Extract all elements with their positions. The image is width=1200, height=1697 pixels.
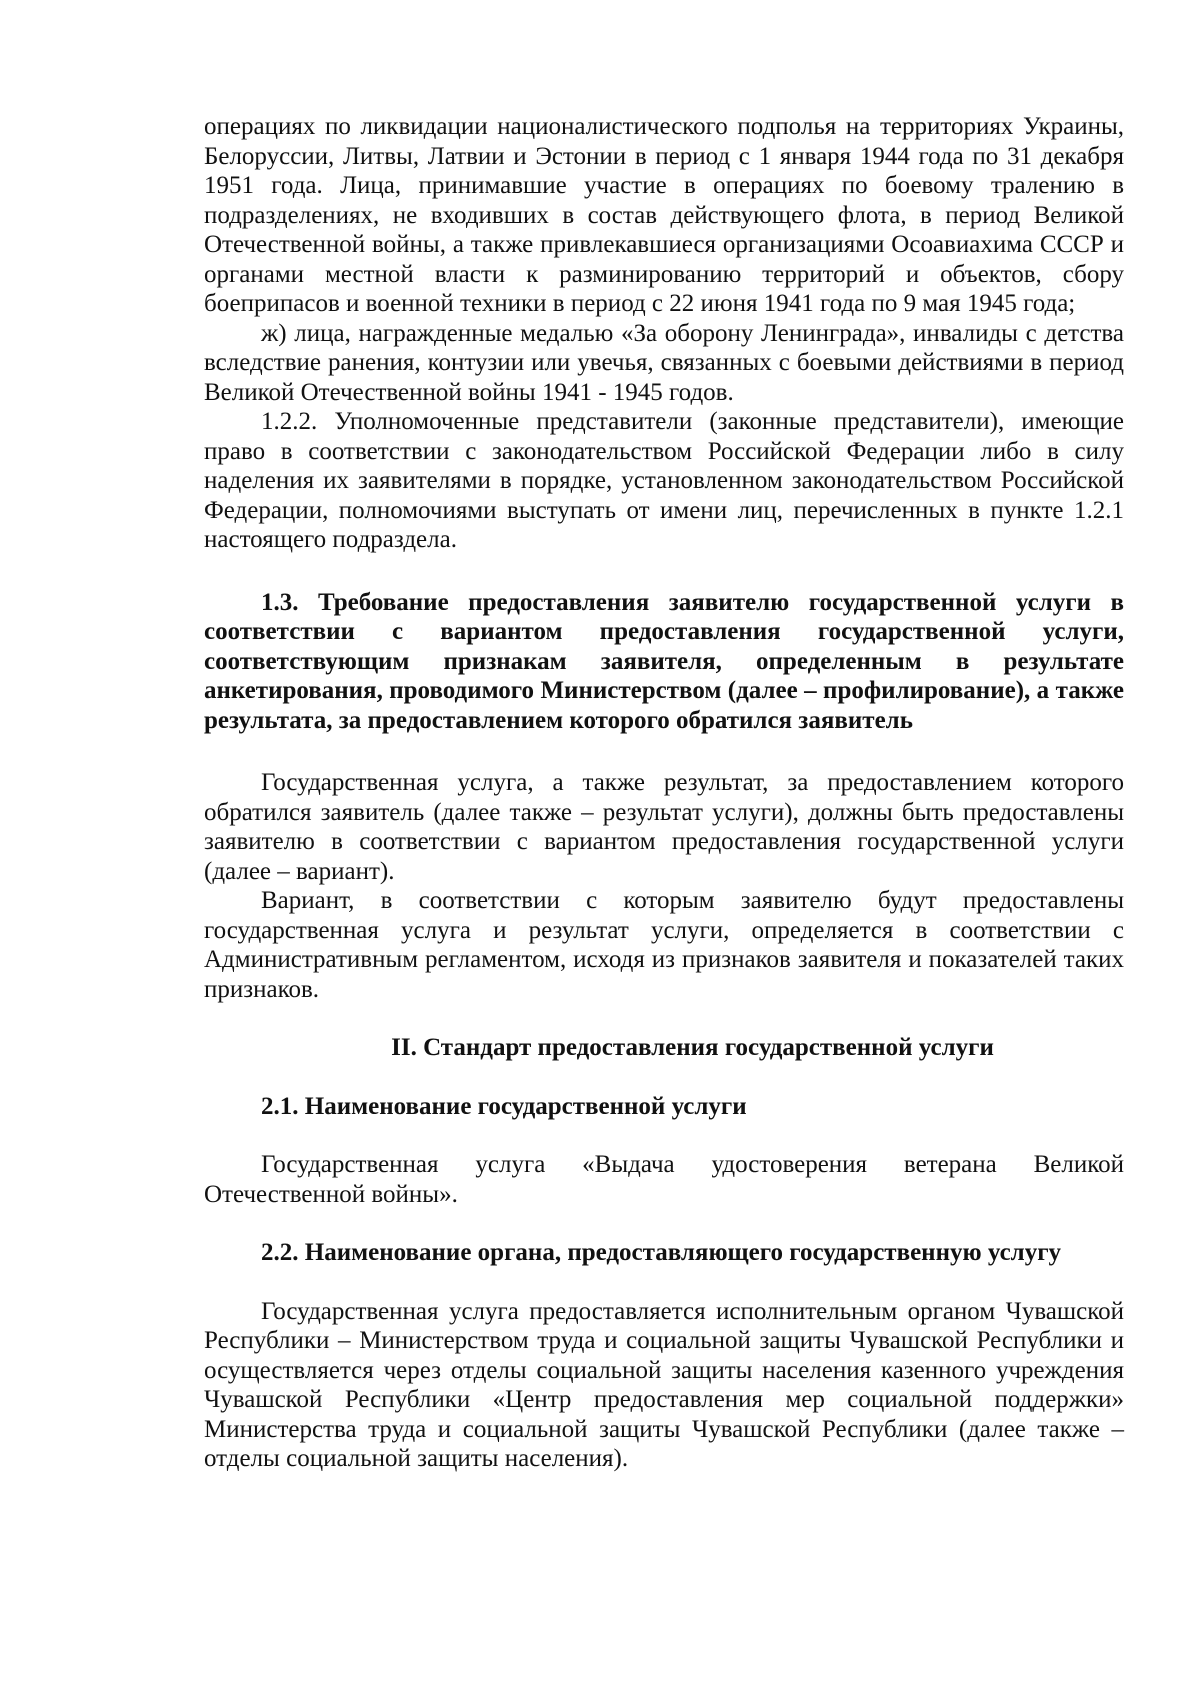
- paragraph-1-2-2: 1.2.2. Уполномоченные представители (законные представители), имеющие право в соответствии с законодательством Российской Федерации либо в силу наделения их заявителями в порядке, установленном законодательством Российской Федерации, полномочиями выступать от имени лиц, перечисленных в пункте 1.2.1 настоящего подраздела.: [204, 408, 1124, 553]
- section-heading-2-2: 2.2. Наименование органа, предоставляющего государственную услугу: [261, 1239, 1062, 1266]
- section-heading-2-1: 2.1. Наименование государственной услуги: [261, 1092, 747, 1120]
- paragraph-providing-body: Государственная услуга предоставляется исполнительным органом Чувашской Республики – Министерством труда и социальной защиты Чувашской Республики и осуществляется через отделы социальной защиты населения казенного учреждения Чувашской Республики «Центр предоставления мер социальной поддержки» Министерства труда и социальной защиты Чувашской Республики (далее также – отделы социальной защиты населения).: [204, 1297, 1124, 1472]
- paragraph-result-of-service: Государственная услуга, а также результат, за предоставлением которого обратился заявитель (далее также – результат услуги), должны быть предоставлены заявителю в соответствии с вариантом предоставления государственной услуги (далее – вариант).: [204, 769, 1124, 885]
- paragraph-service-name: Государственная услуга «Выдача удостоверения ветерана Великой Отечественной войны».: [204, 1151, 1124, 1208]
- chapter-heading-ii: II. Стандарт предоставления государственной услуги: [391, 1034, 994, 1061]
- paragraph-variant: Вариант, в соответствии с которым заявителю будут предоставлены государственная услуга и результат услуги, определяется в соответствии с Административным регламентом, исходя из признаков заявителя и показателей таких признаков.: [204, 887, 1124, 1003]
- paragraph-continuation: операциях по ликвидации националистического подполья на территориях Украины, Белоруссии, Литвы, Латвии и Эстонии в период с 1 января 1944 года по 31 декабря 1951 года. Лица, принимавшие участие в операциях по боевому тралению в подразделениях, не входивших в состав действующего флота, в период Великой Отечественной войны, а также привлекавшиеся организациями Осоавиахима СССР и органами местной власти к разминированию территорий и объектов, сбору боеприпасов и военной техники в период с 22 июня 1941 года по 9 мая 1945 года;: [204, 113, 1124, 317]
- section-heading-1-3: 1.3. Требование предоставления заявителю государственной услуги в соответствии с вариантом предоставления государственной услуги, соответствующим признакам заявителя, определенным в результате анкетирования, проводимого Министерством (далее – профилирование), а также результата, за предоставлением которого обратился заявитель: [204, 588, 1124, 734]
- paragraph-item-zh: ж) лица, награжденные медалью «За оборону Ленинграда», инвалиды с детства вследствие ранения, контузии или увечья, связанных с боевыми действиями в период Великой Отечественной войны 1941 - 1945 годов.: [204, 319, 1124, 406]
- document-page: [204, 112, 1124, 1474]
